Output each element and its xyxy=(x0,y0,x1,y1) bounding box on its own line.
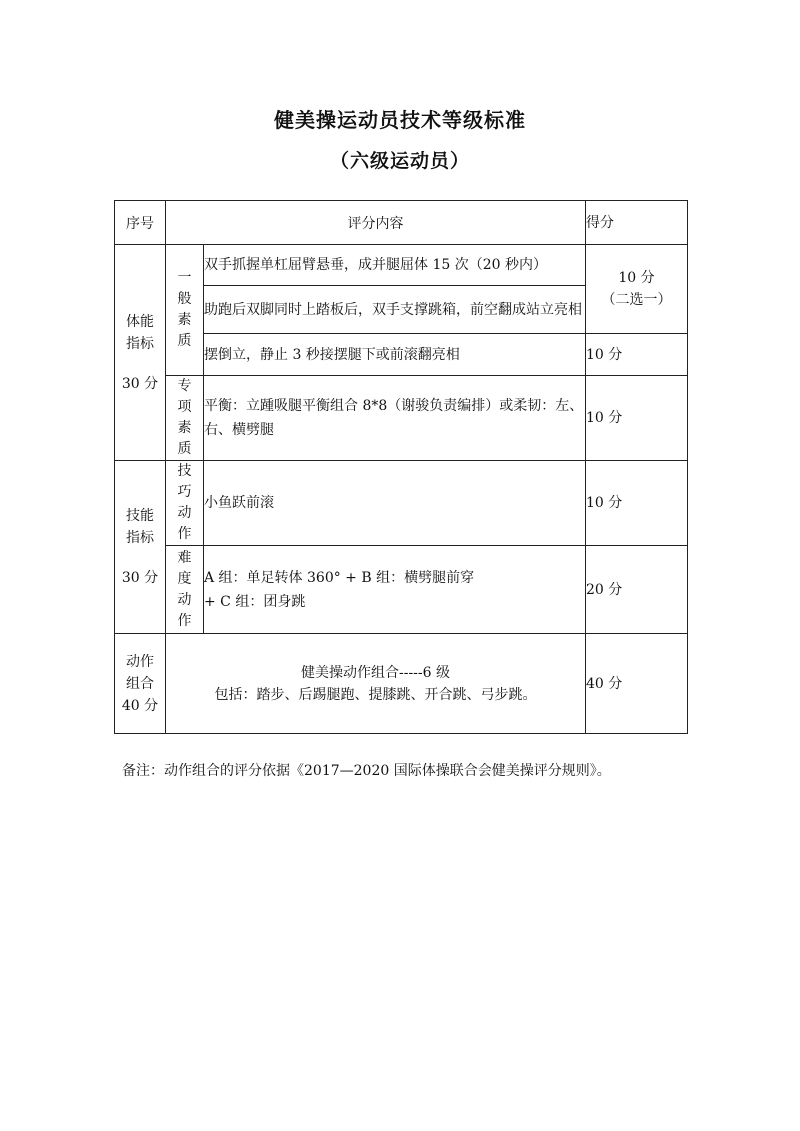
table-row xyxy=(115,376,688,461)
subcategory-difficulty: 难 度 动 作 xyxy=(166,546,204,634)
table-header-row xyxy=(115,201,688,245)
item-dive-roll: 小鱼跃前滚 xyxy=(204,461,586,546)
category-physical xyxy=(115,245,166,461)
category-physical-label-1: 体能 xyxy=(126,313,154,330)
score-balance: 10 分 xyxy=(586,376,688,461)
page-subtitle: （六级运动员） xyxy=(329,150,470,172)
header-score: 得分 xyxy=(586,201,688,245)
page-title: 健美操运动员技术等级标准 xyxy=(274,108,526,132)
category-skill-points: 30 分 xyxy=(121,570,159,586)
item-handstand: 摆倒立，静止 3 秒接摆腿下或前滚翻亮相 xyxy=(204,334,586,376)
standards-table xyxy=(114,200,688,734)
footnote: 备注：动作组合的评分依据《2017—2020 国际体操联合会健美操评分规则》。 xyxy=(122,763,611,779)
table-row xyxy=(115,546,688,634)
category-physical-points: 30 分 xyxy=(121,375,159,392)
table-row xyxy=(115,461,688,546)
combo-content: 健美操动作组合-----6 级 包括：踏步、后踢腿跑、提膝跳、开合跳、弓步跳。 xyxy=(166,634,586,734)
category-skill-label-1: 技能 xyxy=(126,508,154,524)
score-combo: 40 分 xyxy=(586,634,688,734)
category-skill-label-2: 指标 xyxy=(126,530,154,546)
table-row xyxy=(115,245,688,286)
subcategory-special: 专 项 素 质 xyxy=(166,376,204,461)
subcategory-general: 一 般 素 质 xyxy=(166,245,204,376)
score-choice: 10 分 （二选一） xyxy=(586,245,688,334)
item-pullup: 双手抓握单杠屈臂悬垂，成并腿屈体 15 次（20 秒内） xyxy=(204,245,586,286)
category-physical-label-2: 指标 xyxy=(126,335,154,352)
subcategory-technique: 技 巧 动 作 xyxy=(166,461,204,546)
table-row xyxy=(115,634,688,734)
score-dive-roll: 10 分 xyxy=(586,461,688,546)
header-no: 序号 xyxy=(115,201,166,245)
category-skill xyxy=(115,461,166,634)
item-difficulty: A 组：单足转体 360° + B 组：横劈腿前穿 + C 组：团身跳 xyxy=(204,546,586,634)
item-balance: 平衡：立踵吸腿平衡组合 8*8（谢骏负责编排）或柔韧：左、右、横劈腿 xyxy=(204,376,586,461)
header-content: 评分内容 xyxy=(166,201,586,245)
category-combo: 动作 组合 40 分 xyxy=(115,634,166,734)
score-difficulty: 20 分 xyxy=(586,546,688,634)
item-vault: 助跑后双脚同时上踏板后，双手支撑跳箱，前空翻成站立亮相 xyxy=(204,286,586,334)
score-handstand: 10 分 xyxy=(586,334,688,376)
